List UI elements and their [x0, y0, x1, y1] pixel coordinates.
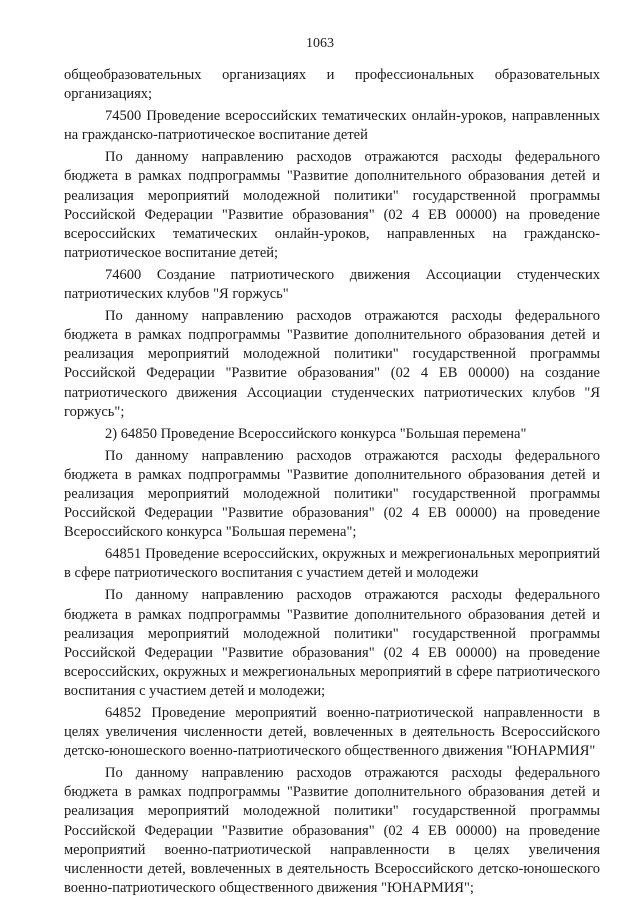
paragraph-description-64851: По данному направлению расходов отражаются расходы федерального бюджета в рамках подпрограммы "Развитие дополнительного образования детей и реализация мероприятий молодежной политики" государственной программы Российской Федерации "Развитие образования" (02 4 ЕВ 00000) на проведение всероссийских, окружных и межрегиональных мероприятий в сфере патриотического воспитания с участием детей и молодежи;: [64, 587, 600, 699]
paragraph-heading-64851: 64851 Проведение всероссийских, окружных и межрегиональных мероприятий в сфере патриотического воспитания с участием детей и молодежи: [64, 546, 600, 582]
paragraph-heading-74600: 74600 Создание патриотического движения Ассоциации студенческих патриотических клубов "Я горжусь": [64, 266, 600, 303]
paragraph-description-74600: По данному направлению расходов отражаются расходы федерального бюджета в рамках подпрограммы "Развитие дополнительного образования детей и реализация мероприятий молодежной политики" государственной программы Российской Федерации "Развитие образования" (02 4 ЕВ 00000) на создание патриотического движения Ассоциации студенческих патриотических клубов "Я горжусь";: [64, 308, 600, 420]
paragraph-description-64852: По данному направлению расходов отражаются расходы федерального бюджета в рамках подпрограммы "Развитие дополнительного образования детей и реализация мероприятий молодежной политики" государственной программы Российской Федерации "Развитие образования" (02 4 ЕВ 00000) на проведение мероприятий военно-патриотической направленности в целях увеличения численности детей, вовлеченных в деятельность Всероссийского детско-юношеского военно-патриотического общественного движения "ЮНАРМИЯ";: [64, 765, 600, 896]
paragraph-continuation: общеобразовательных организациях и профессиональных образовательных организациях;: [64, 67, 600, 103]
document-body: [64, 66, 600, 898]
paragraph-description-74500: По данному направлению расходов отражаются расходы федерального бюджета в рамках подпрограммы "Развитие дополнительного образования детей и реализация мероприятий молодежной политики" государственной программы Российской Федерации "Развитие образования" (02 4 ЕВ 00000) на проведение всероссийских тематических онлайн-уроков, направленных на гражданско-патриотическое воспитание детей;: [64, 149, 600, 261]
paragraph-description-64850: По данному направлению расходов отражаются расходы федерального бюджета в рамках подпрограммы "Развитие дополнительного образования детей и реализация мероприятий молодежной политики" государственной программы Российской Федерации "Развитие образования" (02 4 ЕВ 00000) на проведение Всероссийского конкурса "Большая перемена";: [64, 447, 600, 541]
paragraph-heading-74500: 74500 Проведение всероссийских тематических онлайн-уроков, направленных на гражданско-патриотическое воспитание детей: [64, 108, 600, 144]
paragraph-heading-64850: 2) 64850 Проведение Всероссийского конкурса "Большая перемена": [105, 425, 527, 442]
paragraph-heading-64852: 64852 Проведение мероприятий военно-патриотической направленности в целях увеличения численности детей, вовлеченных в деятельность Всероссийского детско-юношеского военно-патриотического общественного движения "ЮНАРМИЯ": [64, 705, 600, 760]
page-number: 1063: [306, 36, 334, 51]
